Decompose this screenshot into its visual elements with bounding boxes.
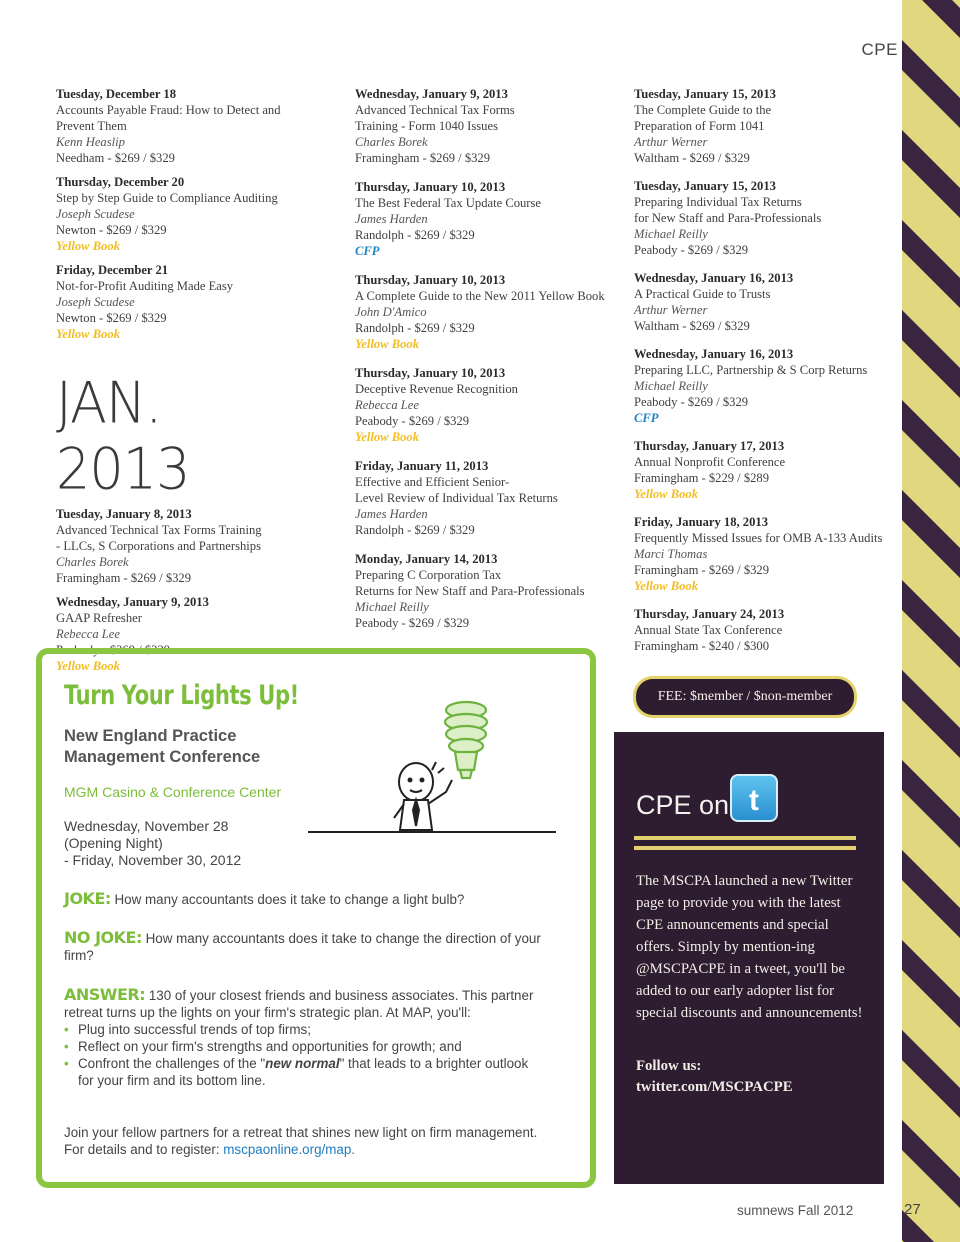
event-tag: CFP	[355, 244, 380, 258]
event-title: GAAP Refresher	[56, 611, 142, 625]
event-listing	[355, 458, 625, 538]
event-location-fee: Randolph - $269 / $329	[355, 523, 475, 537]
event-title: A Complete Guide to the New 2011 Yellow Book	[355, 289, 605, 303]
event-title: Effective and Efficient Senior-	[355, 475, 510, 489]
event-listing	[355, 365, 625, 445]
twitter-description: The MSCPA launched a new Twitter page to provide you with the latest CPE announcements and special offers. Simply by mention-ing @MSCPACPE in a tweet, you'll be added to our early adopter list for special discounts and announcements!	[636, 873, 863, 1021]
event-title: Preparing Individual Tax Returns	[634, 195, 802, 209]
fee-legend: FEE: $member / $non-member	[633, 676, 857, 718]
decorative-stripes	[902, 0, 960, 1242]
conference-name: New England Practice Management Conference	[64, 727, 261, 766]
event-tag: Yellow Book	[355, 337, 420, 351]
follow-block: Follow us: twitter.com/MSCPACPE	[636, 1056, 793, 1098]
twitter-promo-panel	[614, 732, 884, 1184]
divider	[634, 836, 856, 840]
event-location-fee: Newton - $269 / $329	[56, 223, 167, 237]
event-title: Not-for-Profit Auditing Made Easy	[56, 279, 234, 293]
event-listing	[56, 506, 306, 586]
event-date: Friday, December 21	[56, 263, 169, 277]
event-location-fee: Framingham - $269 / $329	[56, 571, 192, 585]
event-tag: Yellow Book	[634, 487, 699, 501]
event-listing	[634, 346, 900, 426]
schedule-column-3	[634, 86, 900, 666]
event-title: Advanced Technical Tax Forms	[355, 103, 515, 117]
page-number: 27	[904, 1201, 921, 1218]
answer-paragraph: ANSWER: 130 of your closest friends and business associates. This partner retreat turns up the lights on your firm's strategic plan. At MAP, you'll: • Plug into successful trends of top firms; • Reflect on your firm's strengths and opportunities for growth; and • Confront the challenges of the "new normal" that leads to a brighter outlook for your firm and its bottom line.	[64, 986, 544, 1089]
event-title: Level Review of Individual Tax Returns	[355, 491, 558, 505]
event-instructor: Charles Borek	[56, 555, 129, 569]
event-location-fee: Peabody - $269 / $329	[634, 395, 749, 409]
event-title: A Practical Guide to Trusts	[634, 287, 771, 301]
closing-paragraph: Join your fellow partners for a retreat that shines new light on firm management. For details and to register: mscpaonline.org/map.	[64, 1125, 538, 1157]
event-listing	[634, 606, 900, 654]
list-item: • Plug into successful trends of top firms;	[64, 1022, 311, 1037]
event-date: Monday, January 14, 2013	[355, 552, 498, 566]
event-title: The Complete Guide to the	[634, 103, 772, 117]
event-listing	[355, 272, 625, 352]
event-location-fee: Needham - $269 / $329	[56, 151, 175, 165]
divider	[634, 846, 856, 850]
event-instructor: Joseph Scudese	[56, 207, 135, 221]
joke-paragraph: JOKE: How many accountants does it take to change a light bulb?	[64, 889, 465, 908]
event-title: Preparation of Form 1041	[634, 119, 765, 133]
map-conference-promo	[36, 648, 596, 1188]
event-listing	[634, 514, 900, 594]
event-date: Thursday, January 10, 2013	[355, 180, 506, 194]
event-instructor: Arthur Werner	[634, 303, 708, 317]
event-title: Returns for New Staff and Para-Professionals	[355, 584, 585, 598]
event-title: Preparing C Corporation Tax	[355, 568, 502, 582]
conference-venue: MGM Casino & Conference Center	[64, 784, 282, 800]
event-instructor: Arthur Werner	[634, 135, 708, 149]
event-date: Wednesday, January 9, 2013	[355, 87, 508, 101]
event-instructor: Joseph Scudese	[56, 295, 135, 309]
event-location-fee: Randolph - $269 / $329	[355, 228, 475, 242]
event-title: - LLCs, S Corporations and Partnerships	[56, 539, 261, 553]
event-tag: CFP	[634, 411, 659, 425]
event-instructor: Rebecca Lee	[355, 398, 419, 412]
twitter-heading: CPE on	[636, 790, 730, 820]
twitter-bird-icon[interactable]	[730, 774, 778, 822]
list-item: • Reflect on your firm's strengths and opportunities for growth; and	[64, 1039, 462, 1054]
event-listing	[355, 551, 625, 631]
event-instructor: Michael Reilly	[355, 600, 429, 614]
event-instructor: Michael Reilly	[634, 379, 708, 393]
no-joke-paragraph: NO JOKE: How many accountants does it take to change the direction of your firm?	[64, 928, 541, 963]
january-events-2	[355, 86, 625, 631]
event-location-fee: Waltham - $269 / $329	[634, 151, 750, 165]
event-instructor: Kenn Heaslip	[56, 135, 125, 149]
list-item: • Confront the challenges of the "new normal" that leads to a brighter outlook for your firm and its bottom line.	[64, 1056, 529, 1088]
schedule-column-1	[56, 86, 306, 682]
event-title: Advanced Technical Tax Forms Training	[56, 523, 262, 537]
event-title: The Best Federal Tax Update Course	[355, 196, 541, 210]
event-tag: Yellow Book	[634, 579, 699, 593]
event-instructor: Charles Borek	[355, 135, 428, 149]
svg-text:t: t	[749, 784, 759, 817]
event-date: Thursday, January 17, 2013	[634, 439, 785, 453]
event-instructor: James Harden	[355, 212, 428, 226]
event-date: Wednesday, January 16, 2013	[634, 271, 794, 285]
event-title: Prevent Them	[56, 119, 127, 133]
event-date: Tuesday, December 18	[56, 87, 176, 101]
event-location-fee: Peabody - $269 / $329	[634, 243, 749, 257]
lightbulb-man-illustration	[304, 696, 560, 836]
event-date: Thursday, December 20	[56, 175, 185, 189]
event-date: Tuesday, January 8, 2013	[56, 507, 192, 521]
event-title: Accounts Payable Fraud: How to Detect and	[56, 103, 281, 117]
event-instructor: John D'Amico	[355, 305, 427, 319]
event-location-fee: Framingham - $240 / $300	[634, 639, 770, 653]
event-instructor: Marci Thomas	[634, 547, 708, 561]
month-heading: JAN. 2013	[56, 370, 190, 503]
event-location-fee: Peabody - $269 / $329	[355, 616, 470, 630]
event-tag: Yellow Book	[56, 239, 121, 253]
event-instructor: Rebecca Lee	[56, 627, 120, 641]
event-date: Tuesday, January 15, 2013	[634, 87, 776, 101]
event-date: Tuesday, January 15, 2013	[634, 179, 776, 193]
publication-footer: sumnews Fall 2012	[737, 1203, 854, 1218]
december-events	[56, 86, 306, 342]
benefits-list	[64, 1021, 544, 1089]
conference-dates: Wednesday, November 28 (Opening Night) - Friday, November 30, 2012	[64, 818, 242, 868]
event-listing	[56, 174, 306, 254]
event-date: Wednesday, January 16, 2013	[634, 347, 794, 361]
january-events-3	[634, 86, 900, 654]
event-location-fee: Peabody - $269 / $329	[56, 643, 171, 657]
event-title: Deceptive Revenue Recognition	[355, 382, 518, 396]
event-listing	[56, 262, 306, 342]
event-title: Training - Form 1040 Issues	[355, 119, 498, 133]
event-tag: Yellow Book	[56, 327, 121, 341]
event-location-fee: Peabody - $269 / $329	[355, 414, 470, 428]
event-title: Annual State Tax Conference	[634, 623, 783, 637]
event-date: Thursday, January 10, 2013	[355, 273, 506, 287]
event-listing	[355, 179, 625, 259]
schedule-column-2	[355, 86, 625, 644]
event-title: for New Staff and Para-Professionals	[634, 211, 822, 225]
promo-headline: Turn Your Lights Up!	[64, 680, 299, 711]
event-date: Thursday, January 24, 2013	[634, 607, 785, 621]
event-title: Step by Step Guide to Compliance Auditing	[56, 191, 278, 205]
event-date: Friday, January 11, 2013	[355, 459, 489, 473]
event-listing	[355, 86, 625, 166]
event-location-fee: Framingham - $269 / $329	[355, 151, 491, 165]
event-listing	[634, 178, 900, 258]
section-label: CPE	[861, 40, 898, 59]
event-title: Preparing LLC, Partnership & S Corp Returns	[634, 363, 868, 377]
event-listing	[634, 86, 900, 166]
event-location-fee: Waltham - $269 / $329	[634, 319, 750, 333]
event-location-fee: Newton - $269 / $329	[56, 311, 167, 325]
event-instructor: James Harden	[355, 507, 428, 521]
event-location-fee: Randolph - $269 / $329	[355, 321, 475, 335]
event-date: Wednesday, January 9, 2013	[56, 595, 209, 609]
event-listing	[634, 270, 900, 334]
event-location-fee: Framingham - $269 / $329	[634, 563, 770, 577]
event-date: Friday, January 18, 2013	[634, 515, 768, 529]
event-listing	[634, 438, 900, 502]
event-title: Frequently Missed Issues for OMB A-133 Audits	[634, 531, 883, 545]
event-title: Annual Nonprofit Conference	[634, 455, 786, 469]
event-date: Thursday, January 10, 2013	[355, 366, 506, 380]
event-listing	[56, 86, 306, 166]
event-tag: Yellow Book	[56, 659, 121, 673]
event-instructor: Michael Reilly	[634, 227, 708, 241]
event-location-fee: Framingham - $229 / $289	[634, 471, 770, 485]
event-tag: Yellow Book	[355, 430, 420, 444]
twitter-link[interactable]: twitter.com/MSCPACPE	[636, 1079, 793, 1095]
registration-link[interactable]: mscpaonline.org/map.	[223, 1142, 356, 1157]
